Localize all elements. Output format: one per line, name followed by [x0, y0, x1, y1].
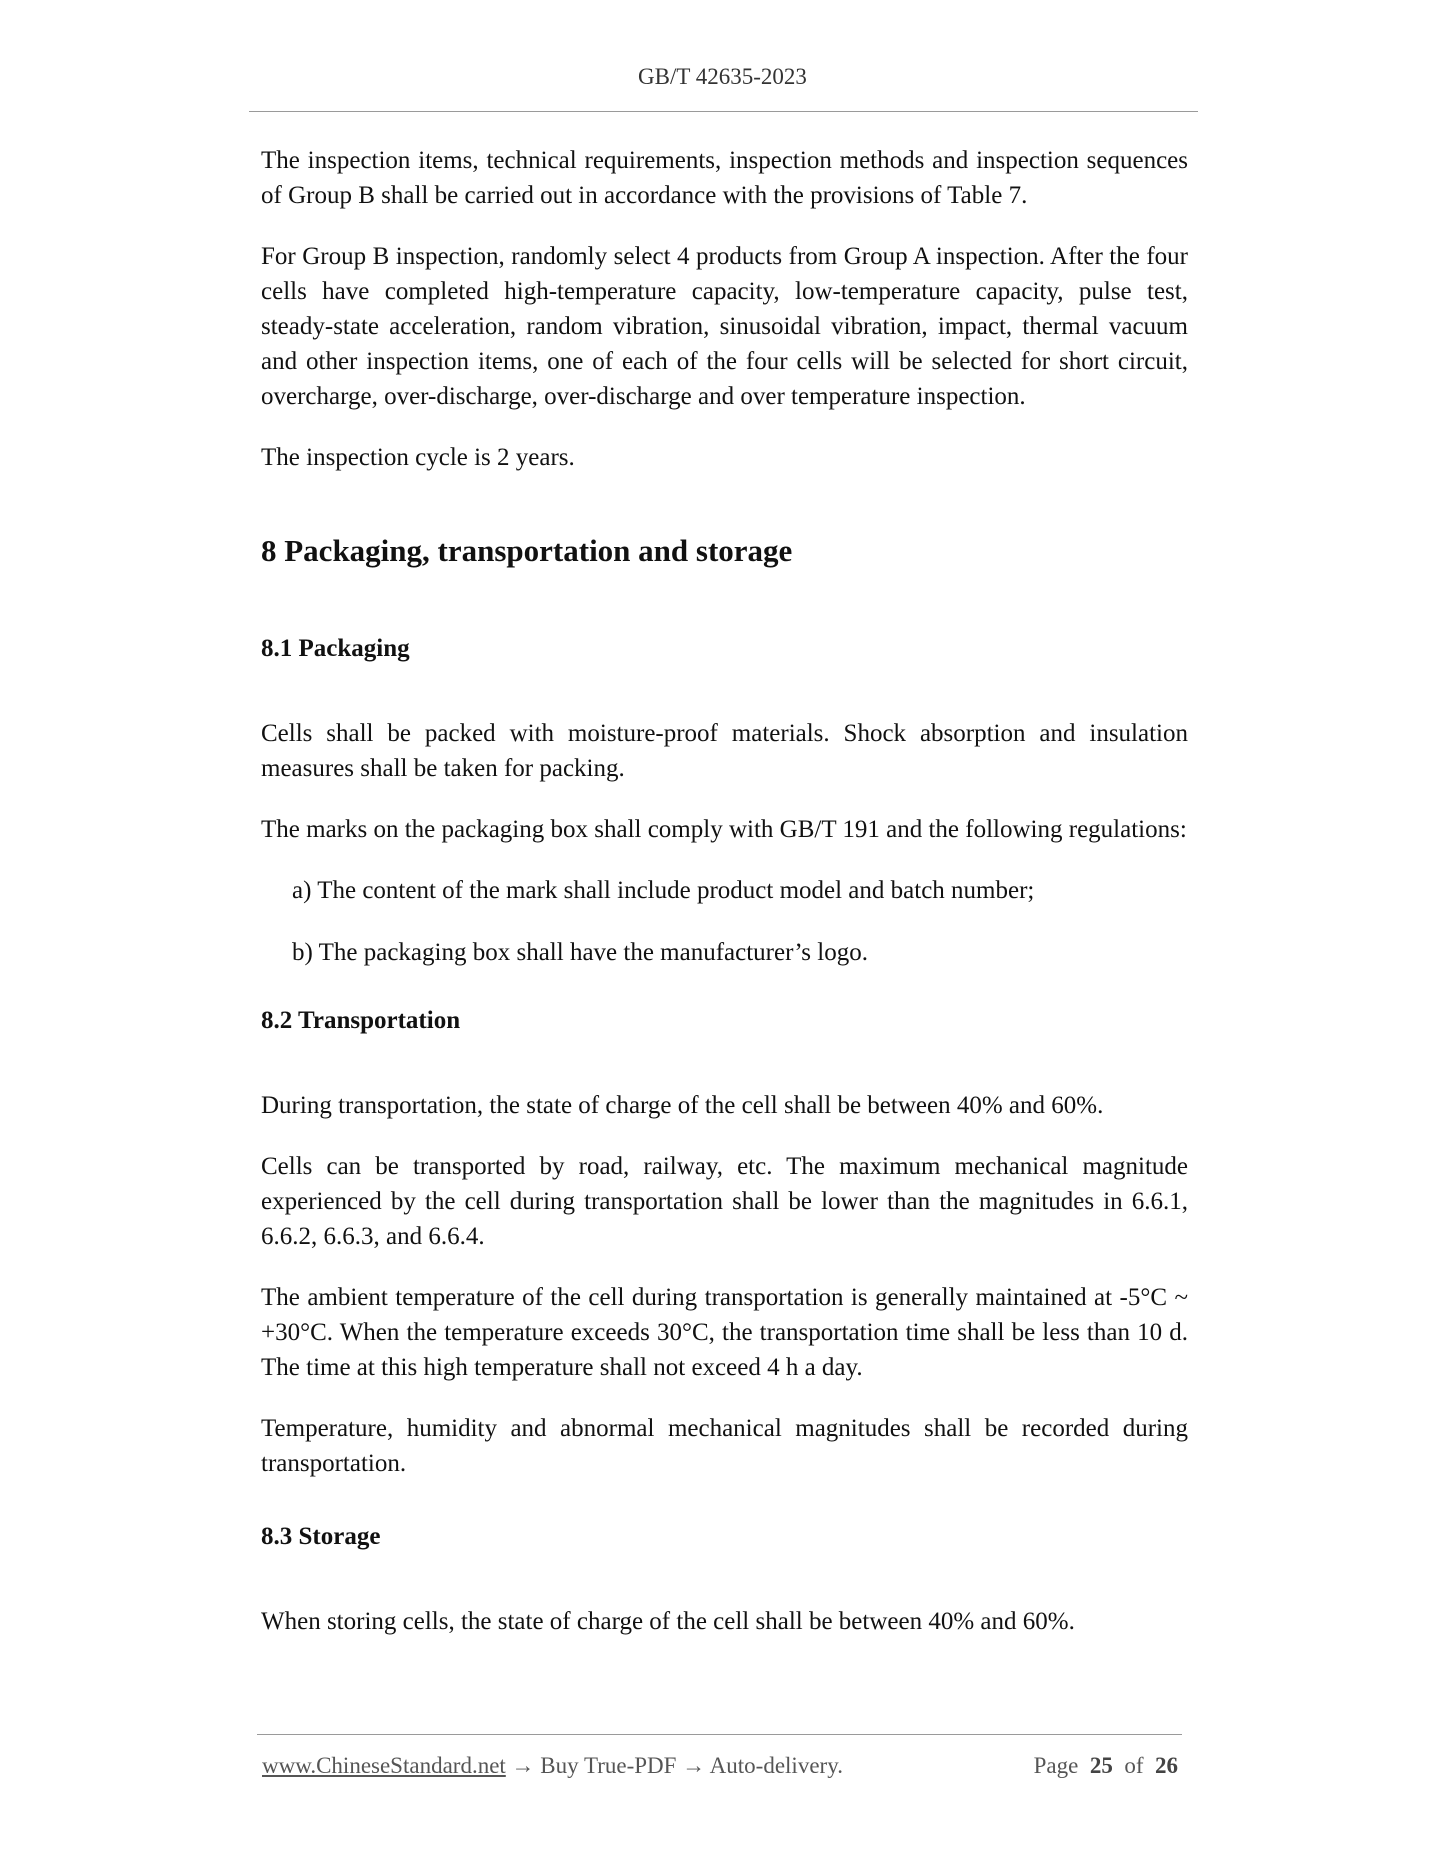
- paragraph-inspection-cycle: The inspection cycle is 2 years.: [261, 444, 575, 471]
- list-item-a: a) The content of the mark shall include product model and batch number;: [292, 877, 1035, 904]
- paragraph-transport-soc: During transportation, the state of charge of the cell shall be between 40% and 60%.: [261, 1092, 1104, 1119]
- paragraph-packing-materials: Cells shall be packed with moisture-proof materials. Shock absorption and insulation measures shall be taken for packing.: [261, 720, 1188, 782]
- document-header: [0, 64, 1445, 90]
- paragraph-transport-modes: Cells can be transported by road, railway, etc. The maximum mechanical magnitude experienced by the cell during transportation shall be lower than the magnitudes in 6.6.1, 6.6.2, 6.6.3, and 6.6.4.: [261, 1153, 1188, 1250]
- paragraph-transport-temperature: The ambient temperature of the cell during transportation is generally maintained at -5°C ~ +30°C. When the temperature exceeds 30°C, the transportation time shall be less than 10 d. The time at this high temperature shall not exceed 4 h a day.: [261, 1284, 1188, 1381]
- header-divider: [249, 111, 1198, 112]
- footer-divider: [257, 1734, 1182, 1735]
- list-item-b: b) The packaging box shall have the manufacturer’s logo.: [292, 939, 868, 966]
- page-indicator: [1034, 1753, 1178, 1779]
- section-8-3-heading: 8.3 Storage: [261, 1523, 381, 1550]
- page-total: 26: [1155, 1753, 1178, 1778]
- delivery-text: Auto-delivery.: [709, 1753, 843, 1778]
- arrow-right-icon: →: [676, 1753, 710, 1778]
- standard-code: GB/T 42635-2023: [638, 64, 807, 89]
- paragraph-transport-records: Temperature, humidity and abnormal mechanical magnitudes shall be recorded during transportation.: [261, 1415, 1188, 1477]
- paragraph-packaging-marks: The marks on the packaging box shall comply with GB/T 191 and the following regulations:: [261, 816, 1187, 843]
- paragraph-group-b-requirements: The inspection items, technical requirements, inspection methods and inspection sequences of Group B shall be carried out in accordance with the provisions of Table 7.: [261, 147, 1188, 209]
- paragraph-group-b-sampling: For Group B inspection, randomly select 4 products from Group A inspection. After the four cells have completed high-temperature capacity, low-temperature capacity, pulse test, steady-state acceleration, random vibration, sinusoidal vibration, impact, thermal vacuum and other inspection items, one of each of the four cells will be selected for short circuit, overcharge, over-discharge, over-discharge and over temperature inspection.: [261, 243, 1188, 410]
- arrow-right-icon: →: [505, 1753, 541, 1778]
- buy-text: Buy True-PDF: [540, 1753, 677, 1778]
- site-link[interactable]: www.ChineseStandard.net: [262, 1753, 506, 1778]
- page-current: 25: [1089, 1753, 1113, 1778]
- page-of-label: of: [1124, 1753, 1144, 1778]
- section-8-2-heading: 8.2 Transportation: [261, 1007, 461, 1034]
- page-content: [261, 143, 1188, 1665]
- section-8-1-heading: 8.1 Packaging: [261, 635, 410, 662]
- footer-promo: [262, 1753, 843, 1779]
- section-8-heading: 8 Packaging, transportation and storage: [261, 533, 793, 568]
- page-label: Page: [1033, 1753, 1079, 1778]
- paragraph-storage-soc: When storing cells, the state of charge of the cell shall be between 40% and 60%.: [261, 1608, 1075, 1635]
